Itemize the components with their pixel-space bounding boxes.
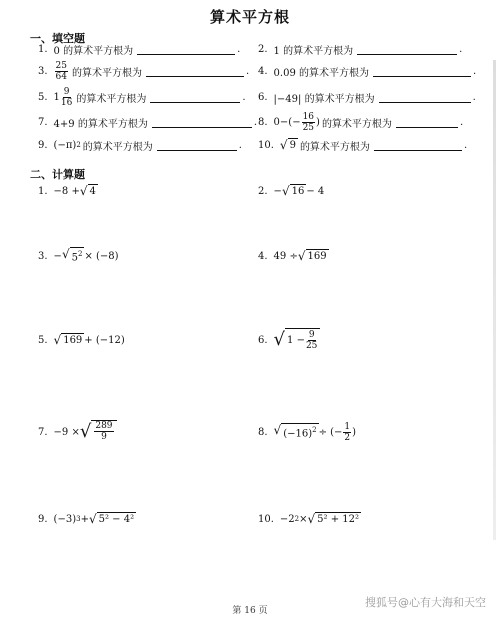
calc-question-3: 3. − √ $5^2$ × (−8) xyxy=(38,247,119,264)
page-number: 第 16 页 xyxy=(232,606,268,616)
answer-blank[interactable] xyxy=(374,140,462,151)
fill-question-4: 4. 0.09 的算术平方根为 . xyxy=(258,65,477,79)
watermark: 搜狐号@心有大海和天空 xyxy=(365,596,486,609)
answer-blank[interactable] xyxy=(379,92,471,103)
fill-question-9: 9. (−π) 2 的算术平方根为 . xyxy=(38,139,242,153)
fill-question-3: 3. $\frac{25}{64}$ 的算术平方根为 . xyxy=(38,60,250,82)
answer-blank[interactable] xyxy=(146,66,244,77)
calc-question-2: 2. − √ 16 − 4 xyxy=(258,184,325,198)
radical: √ 1 − $\frac{9}{25}$ xyxy=(274,328,321,352)
answer-blank[interactable] xyxy=(137,44,235,55)
calc-question-5: 5. √ 169 + (−12) xyxy=(38,333,125,347)
fraction: $\frac{25}{64}$ xyxy=(55,60,67,82)
calc-question-9: 9. (−3) 3 + √ 5² − 4² xyxy=(38,512,135,526)
answer-blank[interactable] xyxy=(157,140,237,151)
page-edge-shadow xyxy=(493,60,496,540)
page-title: 算术平方根 xyxy=(209,8,290,26)
radical: √ $\frac{289}{9}$ xyxy=(80,420,117,444)
calc-question-1: 1. −8 + √ 4 xyxy=(38,184,96,198)
calc-question-7: 7. −9 × √ $\frac{289}{9}$ xyxy=(38,418,117,446)
fill-question-8: 8. 0−(− $\frac{16}{25}$ ) 的算术平方根为 . xyxy=(258,111,464,133)
radical: √ 5² + 12² xyxy=(307,512,360,526)
section-fill-heading: 一、填空题 xyxy=(30,32,85,45)
answer-blank[interactable] xyxy=(152,117,252,128)
radical: √ 169 xyxy=(53,333,83,347)
fill-question-2: 2. 1 的算术平方根为 . xyxy=(258,43,463,57)
fill-question-1: 1. 0 的算术平方根为 . xyxy=(38,43,241,57)
radical: √ $(-16)^2$ xyxy=(273,423,317,440)
fill-question-6: 6. |−49| 的算术平方根为 . xyxy=(258,91,476,105)
answer-blank[interactable] xyxy=(357,44,457,55)
fill-question-7: 7. 4+9 的算术平方根为 . xyxy=(38,116,258,130)
radical: √ 5² − 4² xyxy=(88,512,135,526)
radical: √ 4 xyxy=(79,184,96,198)
calc-question-8: 8. √ $(-16)^2$ ÷ (− $\frac{1}{2}$ ) xyxy=(258,421,357,443)
calc-question-10: 10. −2 2 × √ 5² + 12² xyxy=(258,512,360,526)
answer-blank[interactable] xyxy=(373,66,471,77)
section-calc-heading: 二、计算题 xyxy=(30,168,85,181)
calc-question-4: 4. 49 ÷ √ 169 xyxy=(258,249,327,263)
fill-question-5: 5. 1 $\frac{9}{16}$ 的算术平方根为 . xyxy=(38,86,246,108)
radical: √ $5^2$ xyxy=(61,247,83,264)
answer-blank[interactable] xyxy=(150,92,240,103)
fill-question-10: 10. √ 9 的算术平方根为 . xyxy=(258,138,468,153)
calc-question-6: 6. √ 1 − $\frac{9}{25}$ xyxy=(258,326,320,354)
fraction: $\frac{9}{16}$ xyxy=(60,86,73,108)
radical: √ 9 xyxy=(279,138,296,152)
fraction: $\frac{1}{2}$ xyxy=(344,421,351,443)
radical: √ 169 xyxy=(297,249,327,263)
radical: √ 16 xyxy=(281,184,305,198)
fraction: $\frac{16}{25}$ xyxy=(302,111,315,133)
answer-blank[interactable] xyxy=(396,117,458,128)
